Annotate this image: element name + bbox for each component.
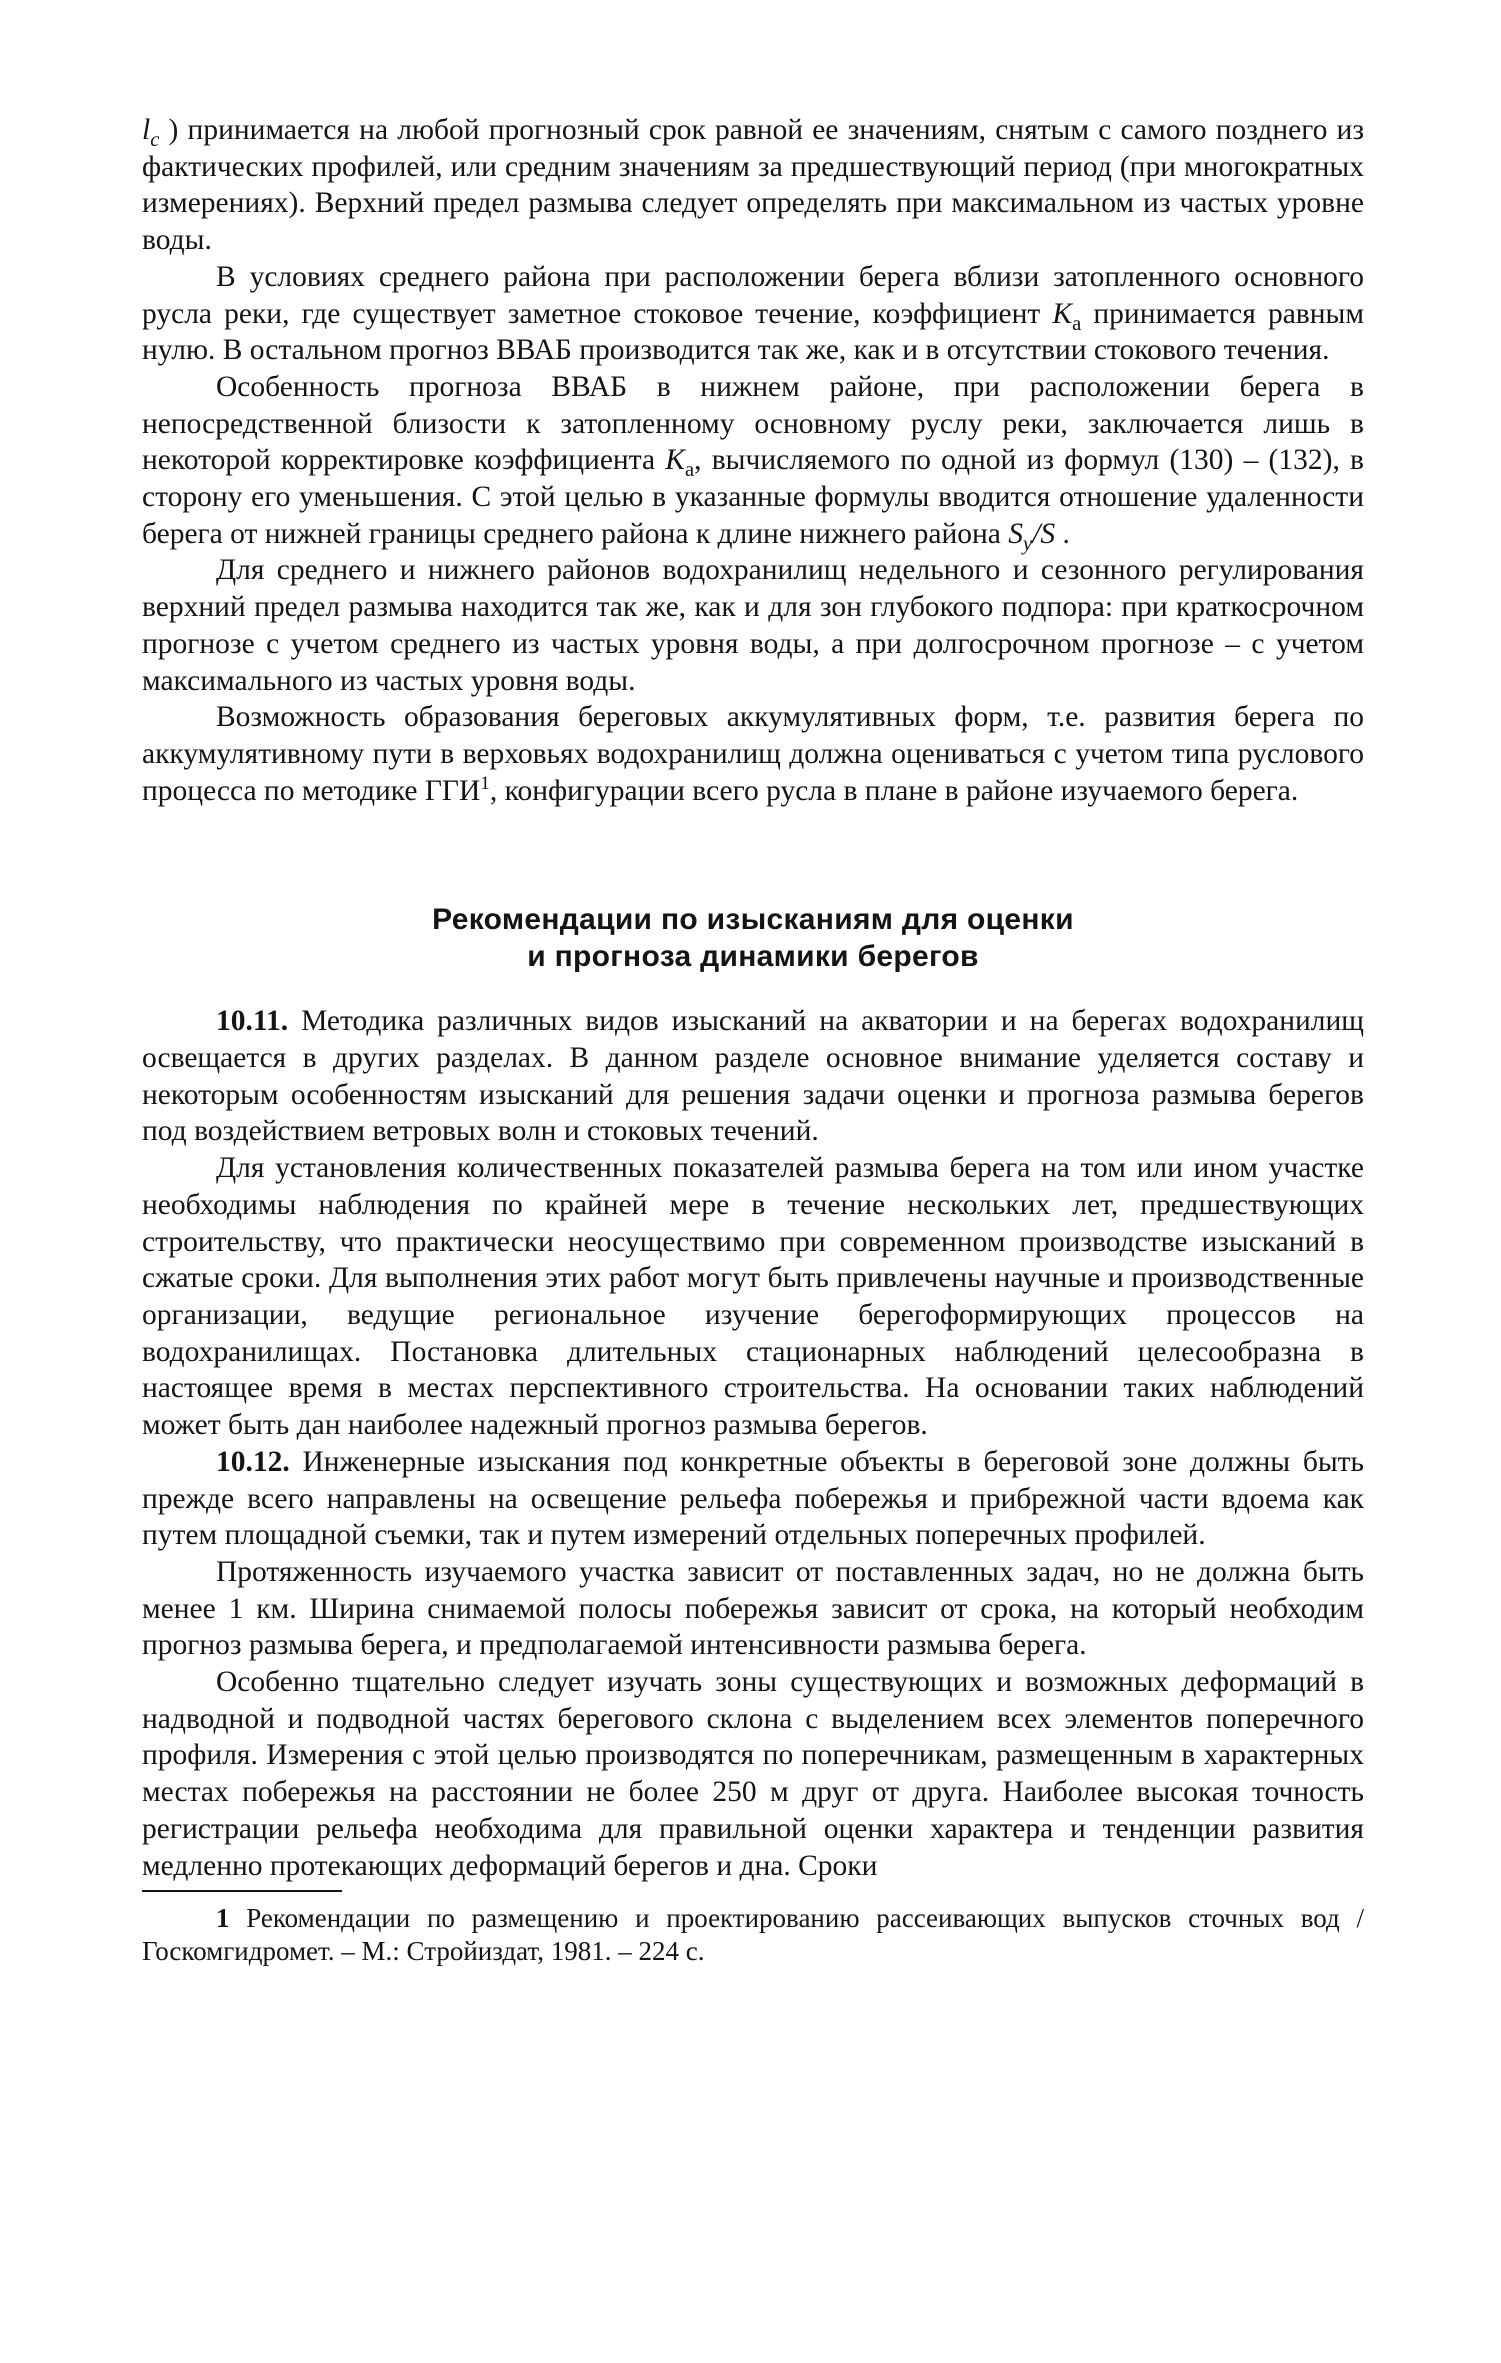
section-paragraph-text: Инженерные изыскания под конкретные объекты в береговой зоне должны быть прежде всего направлены на освещение рельефа побережья и прибрежной части вдоема как путем площадной съемки, так и путем измерений отдельных поперечных профилей. bbox=[142, 1445, 1364, 1552]
clause-number: 10.11. bbox=[216, 1005, 289, 1038]
math-ratio-tail: /S bbox=[1032, 517, 1056, 550]
math-symbol-k: K bbox=[665, 444, 685, 477]
paragraph-2-text-a: В условиях среднего района при расположении берега вблизи затопленного основного русла реки, где существует заметное стоковое течение, коэффициент bbox=[142, 260, 1364, 330]
clause-number: 10.12. bbox=[216, 1445, 290, 1478]
paragraph-3-text-b: , вычисляемого по одной из формул (130) – (132), в сторону его уменьшения. С этой целью в указанные формулы вводится отношение удаленности берега от нижней границы среднего района к длине нижнего района bbox=[142, 444, 1364, 550]
section-paragraph-4 bbox=[142, 1554, 1364, 1664]
footnote-marker: 1 bbox=[216, 1903, 230, 1934]
section-paragraph-2 bbox=[142, 1150, 1364, 1444]
paragraph-4 bbox=[142, 552, 1364, 699]
section-paragraph-10-12 bbox=[142, 1444, 1364, 1554]
paragraph-3-text-c: . bbox=[1055, 517, 1070, 550]
paragraph-3-text-a: Особенность прогноза ВВАБ в нижнем районе, при расположении берега в непосредственной близости к затопленному основному руслу реки, заключается лишь в некоторой корректировке коэффициента bbox=[142, 370, 1364, 477]
paragraph-2-text-b: принимается равным нулю. В остальном прогноз ВВАБ производится так же, как и в отсутствии стокового течения. bbox=[142, 297, 1364, 367]
footnote-text: Рекомендации по размещению и проектированию рассеивающих выпусков сточных вод / Госкомгидромет. – М.: Стройиздат, 1981. – 224 с. bbox=[142, 1903, 1364, 1967]
math-subscript-a: a bbox=[684, 459, 695, 482]
paragraph-5-text-a: Возможность образования береговых аккумулятивных форм, т.е. развития берега по аккумулятивному пути в верховьях водохранилищ должна оцениваться с учетом типа руслового процесса по методике ГГИ bbox=[142, 701, 1364, 807]
footnote-reference: 1 bbox=[480, 772, 490, 794]
math-symbol-k: K bbox=[1052, 297, 1073, 330]
footnote-divider bbox=[142, 1890, 342, 1892]
section-heading-line-1: Рекомендации по изысканиям для оценки bbox=[432, 903, 1074, 937]
paragraph-4-text: Для среднего и нижнего районов водохранилищ недельного и сезонного регулирования верхний предел размыва находится так же, как и для зон глубокого подпора: при краткосрочном прогнозе с учетом среднего из частых уровня воды, а при долгосрочном прогнозе – с учетом максимального из частых уровня воды. bbox=[142, 554, 1364, 697]
section-paragraph-text: Методика различных видов изысканий на акватории и на берегах водохранилищ освещается в других разделах. В данном разделе основное внимание уделяется составу и некоторым особенностям изысканий для решения задачи оценки и прогноза размыва берегов под воздействием ветровых волн и стоковых течений. bbox=[142, 1005, 1364, 1148]
math-symbol-l: l bbox=[142, 114, 151, 146]
section-paragraph-text: Для установления количественных показателей размыва берега на том или ином участке необходимы наблюдения по крайней мере в течение нескольких лет, предшествующих строительству, что практически неосуществимо при современном производстве изысканий в сжатые сроки. Для выполнения этих работ могут быть привлечены научные и производственные организации, ведущие региональное изучение берегоформирующих процессов на водохранилищах. Постановка длительных стационарных наблюдений целесообразна в настоящее время в местах перспективного строительства. На основании таких наблюдений может быть дан наиболее надежный прогноз размыва берегов. bbox=[142, 1152, 1364, 1442]
section-paragraph-5 bbox=[142, 1664, 1364, 1884]
section-heading bbox=[142, 901, 1364, 975]
math-symbol-s: S bbox=[1008, 517, 1024, 550]
math-subscript-y: y bbox=[1023, 532, 1033, 555]
section-heading-line-2: и прогноза динамики берегов bbox=[527, 940, 979, 974]
math-subscript-c: c bbox=[150, 128, 160, 151]
section-paragraph-text: Особенно тщательно следует изучать зоны существующих и возможных деформаций в надводной и подводной частях берегового склона с выделением всех элементов поперечного профиля. Измерения с этой целью производятся по поперечникам, размещенным в характерных местах побережья на расстоянии не более 250 м друг от друга. Наиболее высокая точность регистрации рельефа необходима для правильной оценки характера и тенденции развития медленно протекающих деформаций берегов и дна. Сроки bbox=[142, 1666, 1364, 1882]
paragraph-5-text-b: , конфигурации всего русла в плане в районе изучаемого берега. bbox=[489, 774, 1299, 807]
paragraph-1-text: ) принимается на любой прогнозный срок равной ее значениям, снятым с самого позднего из фактических профилей, или средним значениям за предшествующий период (при многократных измерениях). Верхний предел размыва следует определять при максимальном из частых уровне воды. bbox=[142, 114, 1364, 257]
math-subscript-a: a bbox=[1072, 312, 1082, 335]
paragraph-2 bbox=[142, 259, 1364, 369]
document-page bbox=[142, 112, 1364, 1968]
section-paragraph-text: Протяженность изучаемого участка зависит от поставленных задач, но не должна быть менее 1 км. Ширина снимаемой полосы побережья зависит от срока, на который необходим прогноз размыва берега, и предполагаемой интенсивности размыва берега. bbox=[142, 1555, 1364, 1662]
footnote bbox=[142, 1902, 1364, 1968]
paragraph-3 bbox=[142, 369, 1364, 553]
section-paragraph-10-11 bbox=[142, 1003, 1364, 1150]
paragraph-5 bbox=[142, 699, 1364, 809]
paragraph-1 bbox=[142, 112, 1364, 259]
